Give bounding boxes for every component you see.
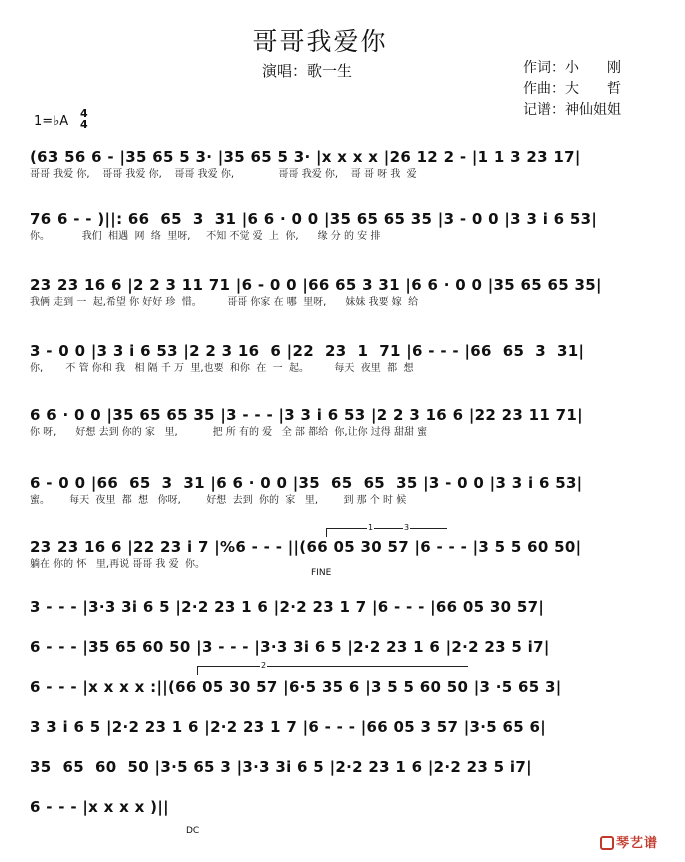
volta-label-2: 2 [261, 661, 267, 670]
notation-credit: 记谱：神仙姐姐 [523, 102, 621, 118]
score-notes: 6 - 0 0 |66 65 3 31 |6 6 · 0 0 |35 65 65 35 |3 - 0 0 |3 3 i 6 53| [30, 474, 583, 492]
song-title: 哥哥我爱你 [252, 27, 388, 56]
time-signature-top: 4 [80, 107, 88, 120]
score-row-12 [30, 756, 666, 778]
composer-credit: 作曲：大 哲 [523, 81, 621, 97]
volta-label-1: 1 [368, 523, 374, 532]
score-notes: (63 56 6 - |35 65 5 3· |35 65 5 3· |x x x x |26 12 2 - |1 1 3 23 17| [30, 148, 581, 166]
score-notes: 6 - - - |x x x x :||(66 05 30 57 |6·5 35 6 |3 5 5 60 50 |3 ·5 65 3| [30, 678, 562, 696]
score-lyrics: 我俩 走到 一 起,希望 你 好好 珍 惜。 哥哥 你家 在 哪 里呀, 妹妹 我要 嫁 给 [30, 297, 419, 308]
score-notes: 35 65 60 50 |3·5 65 3 |3·3 3i 6 5 |2·2 23 1 6 |2·2 23 5 i7| [30, 758, 532, 776]
score-lyrics: 你。 我们 相遇 网 络 里呀, 不知 不觉 爱 上 你, 缘 分 的 安 排 [30, 231, 381, 242]
score-row-8 [30, 596, 666, 618]
credits-block [523, 58, 621, 121]
score-notes: 23 23 16 6 |22 23 i 7 |%6 - - - ||(66 05 30 57 |6 - - - |3 5 5 60 50| [30, 538, 582, 556]
score-notes: 3 - - - |3·3 3i 6 5 |2·2 23 1 6 |2·2 23 1 7 |6 - - - |66 05 30 57| [30, 598, 545, 616]
site-logo [600, 832, 658, 851]
score-row-9 [30, 636, 666, 658]
score-lyrics: 蜜。 每天 夜里 都 想 你呀, 好想 去到 你的 家 里, 到 那 个 时 候 [30, 495, 407, 506]
volta-bracket-1-3 [326, 523, 447, 537]
score-row-3 [30, 274, 666, 310]
score-lyrics: 躺在 你的 怀 里,再说 哥哥 我 爱 你。 [30, 559, 205, 570]
score-row-7 [30, 536, 666, 572]
volta-bracket-2 [197, 661, 468, 675]
score-notes: 6 - - - |x x x x )|| [30, 798, 169, 816]
singer-line: 演唱：歌一生 [262, 62, 353, 80]
score-row-1 [30, 146, 666, 182]
lyricist-credit: 作词：小 刚 [523, 60, 621, 76]
score-lyrics: 你, 不 管 你和 我 相 隔 千 万 里,也要 和你 在 一 起。 每天 夜里 都 想 [30, 363, 414, 374]
volta-label-3: 3 [404, 523, 410, 532]
score-row-10 [30, 676, 666, 698]
time-signature-bottom: 4 [80, 118, 88, 131]
score-row-5 [30, 404, 666, 440]
score-row-6 [30, 472, 666, 508]
score-row-2 [30, 208, 666, 244]
key-signature: 1=♭A [34, 114, 69, 129]
logo-text: 琴艺谱 [616, 836, 659, 851]
score-notes: 3 - 0 0 |3 3 i 6 53 |2 2 3 16 6 |22 23 1 71 |6 - - - |66 65 3 31| [30, 342, 585, 360]
score-notes: 76 6 - - )||: 66 65 3 31 |6 6 · 0 0 |35 65 65 35 |3 - 0 0 |3 3 i 6 53| [30, 210, 598, 228]
logo-icon [600, 836, 614, 850]
time-signature [80, 108, 88, 130]
score-row-4 [30, 340, 666, 376]
score-notes: 6 6 · 0 0 |35 65 65 35 |3 - - - |3 3 i 6 53 |2 2 3 16 6 |22 23 11 71| [30, 406, 583, 424]
dc-mark: DC [186, 826, 200, 836]
score-lyrics: 你 呀, 好想 去到 你的 家 里, 把 所 有的 爱 全 部 都给 你,让你 过得 甜甜 蜜 [30, 427, 428, 438]
score-row-11 [30, 716, 666, 738]
score-notes: 23 23 16 6 |2 2 3 11 71 |6 - 0 0 |66 65 3 31 |6 6 · 0 0 |35 65 65 35| [30, 276, 602, 294]
score-notes: 6 - - - |35 65 60 50 |3 - - - |3·3 3i 6 5 |2·2 23 1 6 |2·2 23 5 i7| [30, 638, 550, 656]
score-row-13 [30, 796, 666, 818]
score-lyrics: 哥哥 我爱 你, 哥哥 我爱 你, 哥哥 我爱 你, 哥哥 我爱 你, 哥 哥 呀 我 爱 [30, 169, 417, 180]
score-notes: 3 3 i 6 5 |2·2 23 1 6 |2·2 23 1 7 |6 - - - |66 05 3 57 |3·5 65 6| [30, 718, 547, 736]
fine-mark: FINE [311, 568, 332, 578]
